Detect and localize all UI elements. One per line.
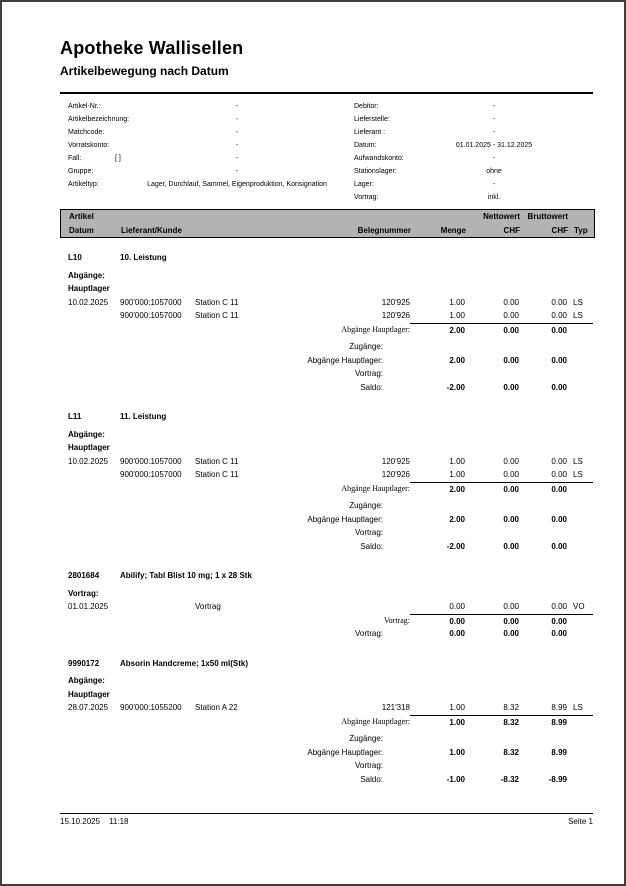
filter-value: -: [492, 155, 496, 162]
subtotal-brutto: 8.99: [519, 715, 567, 730]
summary-row: [60, 746, 593, 760]
movement-menge: 1.00: [449, 297, 465, 307]
subtotal-label: Abgänge Hauptlager:: [341, 324, 410, 334]
filter-value: -: [235, 103, 239, 110]
movement-date: [60, 468, 120, 482]
filter-label: Artikelbezeichnung:: [68, 116, 130, 123]
summary-label: Vortrag:: [354, 528, 383, 537]
movement-netto: 0.00: [503, 456, 519, 466]
section-label: Vortrag:: [68, 588, 99, 598]
movement-netto: 0.00: [503, 311, 519, 320]
filter-value: -: [492, 116, 496, 123]
col-typ: Typ: [574, 225, 588, 235]
article-block: [60, 657, 624, 787]
subsection-row: [60, 688, 593, 702]
subtotal-brutto: 0.00: [519, 614, 567, 629]
article-name: Absorin Handcreme; 1x50 ml(Stk): [120, 658, 249, 668]
filter-value: -: [235, 155, 239, 162]
filter-label: Vorratskonto:: [68, 142, 110, 149]
filter-row: [60, 178, 354, 191]
subsection-label: Hauptlager: [68, 284, 110, 293]
summary-row: [60, 513, 593, 527]
movement-beleg: 120'925: [381, 456, 410, 466]
summary-netto: 0.00: [503, 355, 519, 365]
summary-label: Saldo:: [360, 541, 383, 551]
articles-list: [2, 251, 624, 786]
filter-section: [60, 100, 624, 204]
movement-date: 01.01.2025: [68, 602, 109, 611]
subtotal-row: [60, 323, 593, 337]
movement-account: 900'000:1057000: [120, 470, 182, 479]
subtotal-label: Abgänge Hauptlager:: [341, 483, 410, 493]
movement-row: [60, 455, 593, 469]
filter-row: [60, 165, 354, 178]
summary-label: Vortrag:: [354, 761, 383, 770]
filter-label: Gruppe:: [68, 168, 94, 175]
summary-brutto: 0.00: [551, 514, 567, 524]
filter-value: -: [235, 142, 239, 149]
filter-value: Lager, Durchlauf, Sammel, Eigenproduktion, Konsignation: [147, 181, 327, 188]
article-name: Abilify; Tabl Blist 10 mg; 1 x 28 Stk: [120, 571, 252, 580]
filter-label: Stationslager:: [354, 168, 397, 175]
movement-menge: 1.00: [449, 470, 465, 479]
subsection-label: Hauptlager: [68, 689, 110, 699]
movement-netto: 0.00: [503, 297, 519, 307]
summary-brutto: 0.00: [551, 382, 567, 392]
subtotal-label: Abgänge Hauptlager:: [341, 716, 410, 726]
summary-netto: 0.00: [503, 541, 519, 551]
subtotal-brutto: 0.00: [519, 323, 567, 338]
movement-netto: 0.00: [503, 470, 519, 479]
movement-typ: LS: [573, 311, 583, 320]
summary-row: [60, 773, 593, 787]
movement-account: 900'000:1055200: [120, 703, 182, 712]
movement-netto: 8.32: [503, 703, 519, 712]
subtotal-brutto: 0.00: [519, 482, 567, 497]
col-belegnummer: Belegnummer: [357, 225, 411, 235]
movement-menge: 1.00: [449, 456, 465, 466]
movement-beleg: 121'318: [381, 703, 410, 712]
article-header-row: [60, 569, 593, 583]
filter-row: [60, 126, 354, 139]
filter-label: Fall:: [68, 155, 82, 162]
subtotal-netto: 8.32: [465, 715, 519, 730]
filter-value: -: [492, 181, 496, 188]
filter-column-right: [354, 100, 593, 204]
article-block: [60, 569, 624, 641]
col-lieferant-kunde: Lieferant/Kunde: [121, 225, 182, 235]
subtotal-menge: 0.00: [410, 614, 465, 629]
movement-typ: LS: [573, 297, 583, 307]
movement-date: 10.02.2025: [68, 456, 109, 466]
summary-label: Zugänge:: [349, 734, 383, 743]
movement-beleg: 120'925: [381, 297, 410, 307]
filter-label: Lieferstelle:: [354, 116, 390, 123]
summary-row: [60, 354, 593, 368]
subtotal-typ-spacer: [567, 614, 593, 629]
subtotal-row: [60, 614, 593, 628]
table-header-row-2: [61, 224, 594, 238]
filter-row: [60, 139, 354, 152]
movement-brutto: 8.99: [551, 703, 567, 712]
filter-value: -: [235, 129, 239, 136]
filter-row: [60, 100, 354, 113]
subtotal-netto: 0.00: [465, 482, 519, 497]
filter-row: [60, 152, 354, 165]
footer-printed-stamp: [60, 817, 128, 827]
article-block: [60, 251, 624, 394]
movement-menge: 1.00: [449, 311, 465, 320]
filter-value: -: [235, 116, 239, 123]
table-header: [60, 209, 595, 238]
subtotal-menge: 2.00: [410, 323, 465, 338]
summary-menge: -2.00: [446, 541, 465, 551]
movement-menge: 0.00: [449, 602, 465, 611]
page-number: Seite 1: [568, 817, 593, 826]
subtotal-netto: 0.00: [465, 323, 519, 338]
movement-brutto: 0.00: [551, 456, 567, 466]
summary-menge: 1.00: [449, 747, 465, 757]
summary-label: Vortrag:: [354, 369, 383, 378]
movement-party: Station C 11: [195, 297, 239, 307]
movement-brutto: 0.00: [551, 297, 567, 307]
movement-row: [60, 468, 593, 482]
table-header-row-1: [61, 210, 594, 224]
summary-menge: 0.00: [449, 629, 465, 638]
filter-row: [354, 152, 593, 165]
movement-account: 900'000:1057000: [120, 456, 182, 466]
filter-label: Vortrag:: [354, 194, 379, 201]
subsection-row: [60, 441, 593, 455]
filter-value: inkl.: [487, 194, 501, 201]
section-label: Abgänge:: [68, 270, 105, 280]
filter-row: [354, 126, 593, 139]
footer-row: [60, 814, 593, 827]
article-header-row: [60, 410, 593, 424]
movement-row: [60, 296, 593, 310]
section-row: [60, 674, 593, 688]
filter-label: Artikel-Nr.:: [68, 103, 101, 110]
summary-row: [60, 540, 593, 554]
article-header-row: [60, 251, 593, 265]
movement-brutto: 0.00: [551, 602, 567, 611]
filter-row: [354, 100, 593, 113]
movement-date: 10.02.2025: [68, 297, 109, 307]
filter-row: [354, 113, 593, 126]
subtotal-typ-spacer: [567, 323, 593, 338]
summary-row: [60, 499, 593, 513]
filter-value: ohne: [486, 168, 502, 175]
movement-party: Station C 11: [195, 456, 239, 466]
movement-date: [60, 309, 120, 323]
movement-account: [120, 600, 195, 614]
section-row: [60, 587, 593, 601]
filter-label: Artikeltyp:: [68, 181, 99, 188]
summary-brutto: -8.99: [548, 774, 567, 784]
summary-label: Zugänge:: [349, 501, 383, 510]
subsection-label: Hauptlager: [68, 443, 110, 452]
movement-typ: LS: [573, 456, 583, 466]
footer-time: 11:18: [109, 817, 129, 826]
subtotal-typ-spacer: [567, 482, 593, 497]
movement-party: Station C 11: [195, 311, 239, 320]
filter-value: -: [235, 168, 239, 175]
filter-value: 01.01.2025 - 31.12.2025: [455, 142, 533, 149]
subtotal-menge: 2.00: [410, 482, 465, 497]
filter-label: Debitor:: [354, 103, 379, 110]
summary-menge: -2.00: [446, 382, 465, 392]
movement-typ: LS: [573, 470, 583, 479]
summary-netto: 0.00: [503, 382, 519, 392]
filter-extra: [ ]: [115, 155, 121, 162]
subtotal-row: [60, 715, 593, 729]
subsection-row: [60, 282, 593, 296]
movement-beleg: [310, 600, 410, 614]
article-code: 9990172: [68, 658, 100, 668]
movement-account: 900'000:1057000: [120, 311, 182, 320]
movement-netto: 0.00: [503, 602, 519, 611]
col-chf-brutto: CHF: [551, 225, 568, 235]
movement-brutto: 0.00: [551, 470, 567, 479]
article-code: L11: [68, 412, 82, 421]
article-code: L10: [68, 253, 82, 262]
filter-label: Aufwandskonto:: [354, 155, 404, 162]
subtotal-menge: 1.00: [410, 715, 465, 730]
movement-beleg: 120'926: [381, 311, 410, 320]
section-label: Abgänge:: [68, 429, 105, 439]
col-chf-netto: CHF: [503, 225, 520, 235]
header-rule: [60, 92, 593, 94]
filter-label: Datum:: [354, 142, 377, 149]
movement-row: [60, 701, 593, 715]
summary-netto: 0.00: [503, 629, 519, 638]
col-artikel: Artikel: [69, 212, 94, 221]
subtotal-row: [60, 482, 593, 496]
filter-label: Lager:: [354, 181, 374, 188]
summary-label: Abgänge Hauptlager:: [307, 747, 383, 757]
report-title: Apotheke Wallisellen: [60, 38, 244, 58]
movement-date: 28.07.2025: [68, 703, 109, 712]
col-nettowert: Nettowert: [483, 212, 520, 221]
summary-menge: 2.00: [449, 355, 465, 365]
summary-netto: -8.32: [500, 774, 519, 784]
movement-brutto: 0.00: [551, 311, 567, 320]
summary-menge: -1.00: [446, 774, 465, 784]
movement-typ: LS: [573, 703, 583, 712]
summary-row: [60, 732, 593, 746]
movement-account: 900'000:1057000: [120, 297, 182, 307]
summary-netto: 8.32: [503, 747, 519, 757]
article-name: 10. Leistung: [120, 253, 167, 262]
summary-row: [60, 367, 593, 381]
summary-label: Abgänge Hauptlager:: [307, 514, 383, 524]
summary-brutto: 8.99: [551, 747, 567, 757]
subtotal-netto: 0.00: [465, 614, 519, 629]
summary-label: Saldo:: [360, 774, 383, 784]
article-header-row: [60, 657, 593, 671]
filter-label: Lieferant :: [354, 129, 386, 136]
filter-column-left: [60, 100, 354, 204]
filter-row: [354, 178, 593, 191]
summary-brutto: 0.00: [551, 541, 567, 551]
subtotal-label: Vortrag:: [383, 615, 410, 625]
summary-brutto: 0.00: [551, 355, 567, 365]
summary-row: [60, 627, 593, 641]
summary-label: Abgänge Hauptlager:: [307, 355, 383, 365]
summary-label: Vortrag:: [354, 629, 383, 638]
subtotal-typ-spacer: [567, 715, 593, 730]
movement-beleg: 120'926: [381, 470, 410, 479]
filter-value: -: [492, 103, 496, 110]
summary-label: Zugänge:: [349, 342, 383, 351]
summary-row: [60, 381, 593, 395]
footer-date: 15.10.2025: [60, 817, 101, 826]
summary-row: [60, 526, 593, 540]
movement-row: [60, 309, 593, 323]
summary-netto: 0.00: [503, 514, 519, 524]
section-row: [60, 428, 593, 442]
col-datum: Datum: [69, 225, 94, 235]
filter-value: -: [492, 129, 496, 136]
filter-row: [60, 113, 354, 126]
col-bruttowert: Bruttowert: [527, 212, 568, 221]
movement-party: Station C 11: [195, 470, 239, 479]
report-subtitle: Artikelbewegung nach Datum: [60, 64, 229, 78]
summary-row: [60, 340, 593, 354]
filter-label: Matchcode:: [68, 129, 105, 136]
article-code: 2801684: [68, 571, 100, 580]
report-footer: [60, 813, 593, 827]
summary-brutto: 0.00: [551, 629, 567, 638]
section-label: Abgänge:: [68, 676, 105, 685]
summary-label: Saldo:: [360, 382, 383, 392]
summary-row: [60, 759, 593, 773]
filter-row: [354, 191, 593, 204]
movement-typ: VO: [573, 602, 585, 611]
section-row: [60, 269, 593, 283]
article-block: [60, 410, 624, 553]
article-name: 11. Leistung: [120, 412, 167, 421]
movement-menge: 1.00: [449, 703, 465, 712]
movement-party: Station A 22: [195, 703, 238, 712]
movement-party: Vortrag: [195, 602, 221, 611]
col-menge: Menge: [440, 225, 466, 235]
summary-menge: 2.00: [449, 514, 465, 524]
movement-row: [60, 600, 593, 614]
filter-row: [354, 165, 593, 178]
filter-row: [354, 139, 593, 152]
